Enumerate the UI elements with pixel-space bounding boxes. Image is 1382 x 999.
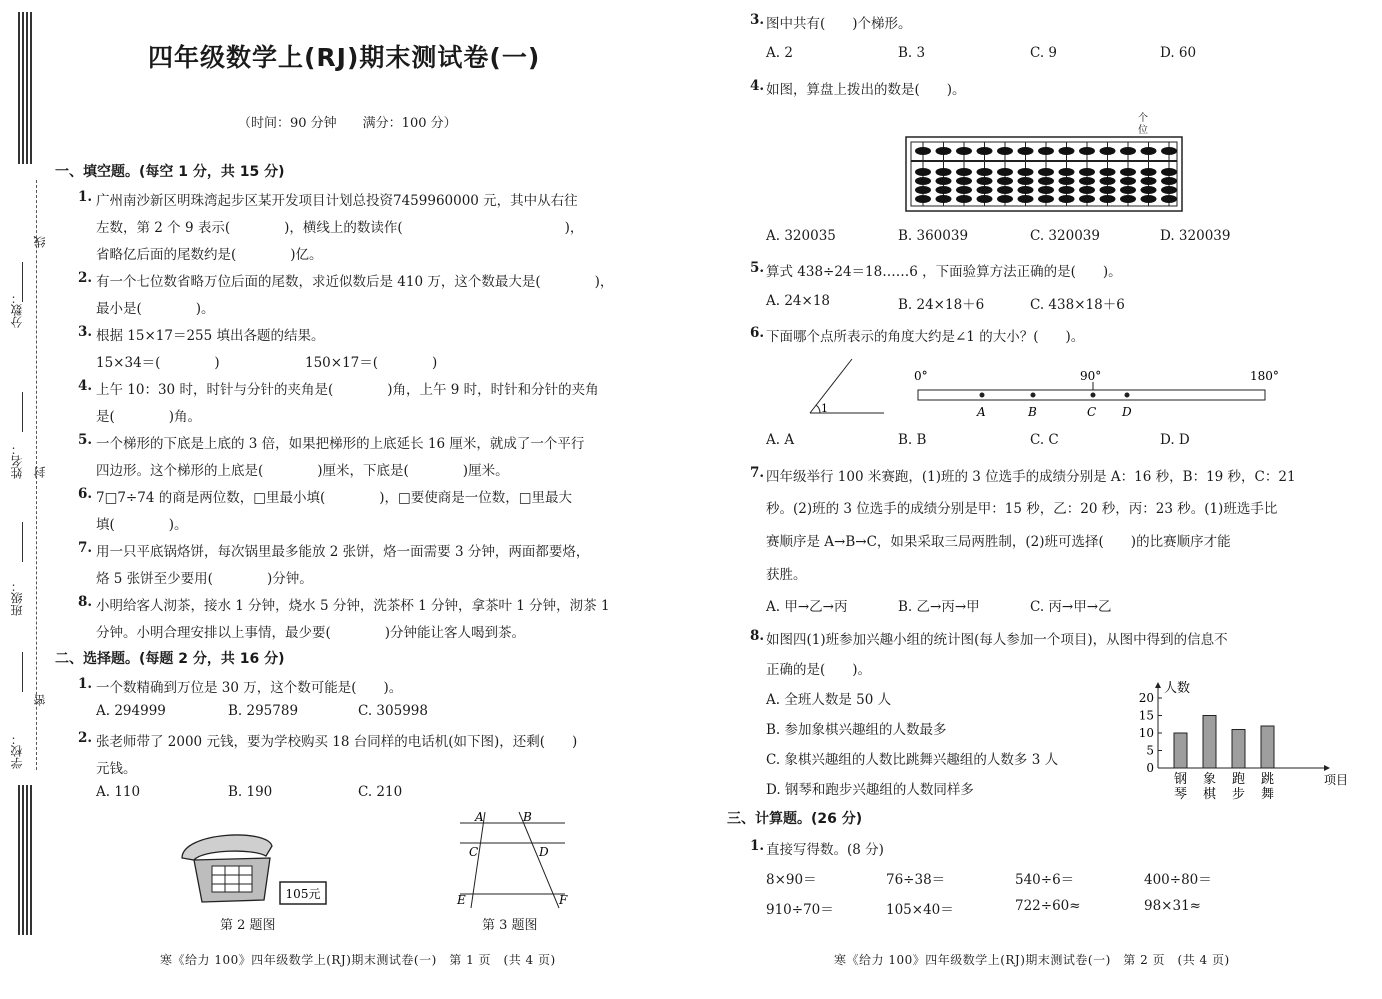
- option-c: C. 象棋兴趣组的人数比跳舞兴趣组的人数多 3 人: [766, 752, 1059, 768]
- option-c: C. C: [1030, 432, 1059, 448]
- abacus-lower-bead: [1161, 177, 1177, 185]
- y-axis-label: 人数: [1164, 681, 1191, 696]
- question-number: 3.: [750, 12, 765, 28]
- question-text: 秒。(2)班的 3 位选手的成绩分别是甲：15 秒，乙：20 秒，丙：23 秒。(1)班选手比: [766, 501, 1278, 517]
- point-a: [980, 393, 985, 398]
- abacus-lower-bead: [936, 168, 952, 176]
- option-b: B. 乙→丙→甲: [898, 599, 980, 615]
- calc-item: 8×90＝: [766, 872, 817, 888]
- abacus-upper-bead: [1079, 147, 1095, 155]
- bar: [1261, 726, 1274, 768]
- question-text: 四边形。这个梯形的上底是( )厘米，下底是( )厘米。: [96, 463, 509, 479]
- question-text: 获胜。: [766, 567, 807, 583]
- blank-item: 15×34＝( ): [96, 355, 220, 371]
- abacus-lower-bead: [936, 195, 952, 203]
- question-text: 7□7÷74 的商是两位数，□里最小填( )，□要使商是一位数，□里最大: [96, 490, 573, 506]
- question-text: 用一只平底锅烙饼，每次锅里最多能放 2 张饼，烙一面需要 3 分钟，两面都要烙，: [96, 544, 590, 560]
- abacus-lower-bead: [977, 186, 993, 194]
- option-a: A. 24×18: [766, 293, 830, 309]
- x-tick-label: 钢: [1173, 772, 1188, 787]
- option-c: C. 丙→甲→乙: [1030, 599, 1112, 615]
- question-text: 直接写得数。(8 分): [766, 842, 884, 858]
- option-b: B. 190: [228, 784, 273, 800]
- name-label: 姓名：: [10, 443, 24, 479]
- option-b: B. 3: [898, 45, 926, 61]
- abacus-upper-bead: [997, 147, 1013, 155]
- x-tick-label: 步: [1231, 787, 1246, 802]
- y-tick-label: 5: [1146, 743, 1154, 758]
- question-number: 1.: [78, 676, 93, 692]
- abacus-lower-bead: [1100, 195, 1116, 203]
- exam-time-score: （时间：90 分钟 满分：100 分）: [238, 116, 457, 131]
- option-b: B. B: [898, 432, 927, 448]
- score-label: 分数：: [10, 292, 24, 328]
- blank-item: 150×17＝( ): [305, 355, 438, 371]
- abacus-lower-bead: [977, 177, 993, 185]
- x-axis-label: 项目: [1324, 773, 1349, 787]
- line-marker: 线: [33, 236, 47, 248]
- question-number: 5.: [750, 260, 765, 276]
- abacus-lower-bead: [1141, 195, 1157, 203]
- abacus-lower-bead: [1018, 195, 1034, 203]
- school-underline: [22, 652, 23, 692]
- point-label: B: [1028, 405, 1037, 419]
- footer-right: 寒《给力 100》四年级数学上(RJ)期末测试卷(一) 第 2 页 (共 4 页): [834, 953, 1230, 967]
- question-text: 烙 5 张饼至少要用( )分钟。: [96, 571, 313, 587]
- question-text: 正确的是( )。: [766, 662, 872, 678]
- name-underline: [22, 392, 23, 432]
- abacus-upper-bead: [1161, 147, 1177, 155]
- x-tick-label: 琴: [1173, 787, 1188, 802]
- abacus-lower-bead: [915, 186, 931, 194]
- point-label: E: [457, 893, 466, 907]
- question-number: 7.: [78, 540, 93, 556]
- question-text: 图中共有( )个梯形。: [766, 16, 912, 32]
- abacus-upper-bead: [1018, 147, 1034, 155]
- y-tick-label: 0: [1146, 761, 1154, 775]
- figure-3-caption: 第 3 题图: [482, 918, 538, 933]
- point-d: [1125, 393, 1130, 398]
- abacus-lower-bead: [997, 195, 1013, 203]
- abacus-lower-bead: [1079, 168, 1095, 176]
- question-text: 张老师带了 2000 元钱，要为学校购买 18 台同样的电话机(如下图)，还剩( ): [96, 734, 578, 750]
- x-tick-label: 跳: [1260, 772, 1275, 787]
- trapezoid-figure: [455, 808, 575, 910]
- abacus-upper-bead: [977, 147, 993, 155]
- question-number: 6.: [750, 325, 765, 341]
- question-number: 1.: [78, 189, 93, 205]
- question-text: 四年级举行 100 米赛跑，(1)班的 3 位选手的成绩分别是 A：16 秒，B：19 秒，C：21: [766, 469, 1296, 485]
- point-label: C: [1087, 405, 1097, 419]
- abacus-lower-bead: [1038, 195, 1054, 203]
- question-text: 上午 10：30 时，时针与分针的夹角是( )角，上午 9 时，时针和分针的夹角: [96, 382, 599, 398]
- abacus-lower-bead: [915, 168, 931, 176]
- question-number: 2.: [78, 270, 93, 286]
- question-text: 算式 438÷24＝18……6 ，下面验算方法正确的是( )。: [766, 264, 1122, 280]
- question-text: 省略亿后面的尾数约是( )亿。: [96, 247, 323, 263]
- bar: [1203, 716, 1216, 769]
- question-text: 如图四(1)班参加兴趣小组的统计图(每人参加一个项目)，从图中得到的信息不: [766, 632, 1228, 648]
- abacus-lower-bead: [1079, 195, 1095, 203]
- calc-item: 910÷70＝: [766, 902, 834, 918]
- option-c: C. 9: [1030, 45, 1058, 61]
- option-d: D. 320039: [1160, 228, 1231, 244]
- option-a: A. A: [766, 432, 795, 448]
- option-a: A. 甲→乙→丙: [766, 599, 848, 615]
- calc-item: 540÷6＝: [1015, 872, 1075, 888]
- phone-keypad: [212, 866, 252, 892]
- question-text: 广州南沙新区明珠湾起步区某开发项目计划总投资7459960000 元，其中从右往: [96, 193, 578, 209]
- option-b: B. 295789: [228, 703, 299, 719]
- y-tick-label: 15: [1138, 708, 1154, 723]
- question-number: 4.: [750, 78, 765, 94]
- abacus-upper-bead: [1059, 147, 1075, 155]
- phone-handset: [182, 835, 272, 860]
- dense-marker: 密: [33, 694, 47, 706]
- abacus-lower-bead: [1141, 168, 1157, 176]
- question-text: 一个数精确到万位是 30 万，这个数可能是( )。: [96, 680, 403, 696]
- y-tick-label: 10: [1138, 726, 1154, 740]
- abacus-upper-bead: [1038, 147, 1054, 155]
- question-text: 最小是( )。: [96, 301, 215, 317]
- abacus-lower-bead: [915, 195, 931, 203]
- angle-figure: [808, 356, 888, 418]
- degree-label: 0°: [914, 369, 928, 383]
- abacus-lower-bead: [1120, 195, 1136, 203]
- abacus-lower-bead: [936, 177, 952, 185]
- binding-barcode-top: [18, 12, 32, 164]
- point-label: F: [559, 893, 568, 907]
- question-number: 8.: [78, 594, 93, 610]
- abacus-lower-bead: [1059, 195, 1075, 203]
- point-label: D: [1122, 405, 1132, 419]
- option-d: D. D: [1160, 432, 1190, 448]
- question-number: 7.: [750, 465, 765, 481]
- ones-place-label-wei: 位: [1138, 125, 1148, 136]
- abacus-lower-bead: [1100, 186, 1116, 194]
- question-text: 如图，算盘上拨出的数是( )。: [766, 82, 966, 98]
- point-label: D: [539, 845, 549, 859]
- option-a: A. 2: [766, 45, 793, 61]
- option-c: C. 210: [358, 784, 403, 800]
- figure-2-caption: 第 2 题图: [220, 918, 276, 933]
- abacus-figure: [905, 136, 1183, 212]
- question-number: 5.: [78, 432, 93, 448]
- question-number: 6.: [78, 486, 93, 502]
- point-label: A: [977, 405, 986, 419]
- price-tag: 105元: [285, 887, 321, 901]
- question-text: 根据 15×17＝255 填出各题的结果。: [96, 328, 325, 344]
- abacus-upper-bead: [956, 147, 972, 155]
- telephone-figure: [172, 828, 337, 914]
- abacus-lower-bead: [956, 168, 972, 176]
- question-number: 4.: [78, 378, 93, 394]
- abacus-upper-bead: [915, 147, 931, 155]
- abacus-lower-bead: [997, 177, 1013, 185]
- question-text: 填( )。: [96, 517, 188, 533]
- point-label: C: [469, 845, 479, 859]
- calc-item: 98×31≈: [1144, 898, 1201, 914]
- option-a: A. 320035: [766, 228, 836, 244]
- abacus-lower-bead: [956, 177, 972, 185]
- abacus-lower-bead: [1161, 186, 1177, 194]
- point-b: [1031, 393, 1036, 398]
- abacus-lower-bead: [977, 168, 993, 176]
- point-c: [1091, 393, 1096, 398]
- option-b: B. 参加象棋兴趣组的人数最多: [766, 722, 947, 738]
- degree-label: 90°: [1080, 369, 1102, 383]
- page-title: 四年级数学上(RJ)期末测试卷(一): [148, 43, 541, 72]
- abacus-upper-bead: [1120, 147, 1136, 155]
- option-b: B. 24×18＋6: [898, 297, 985, 313]
- calc-item: 76÷38＝: [886, 872, 946, 888]
- class-underline: [22, 522, 23, 562]
- question-text: 赛顺序是 A→B→C，如果采取三局两胜制，(2)班可选择( )的比赛顺序才能: [766, 534, 1231, 550]
- abacus-lower-bead: [1018, 177, 1034, 185]
- option-d: D. 钢琴和跑步兴趣组的人数同样多: [766, 782, 974, 798]
- abacus-lower-bead: [1038, 168, 1054, 176]
- protractor-scale: [912, 366, 1282, 422]
- point-label: A: [475, 810, 484, 824]
- calc-item: 722÷60≈: [1015, 898, 1081, 914]
- abacus-lower-bead: [1059, 168, 1075, 176]
- abacus-lower-bead: [997, 186, 1013, 194]
- footer-left: 寒《给力 100》四年级数学上(RJ)期末测试卷(一) 第 1 页 (共 4 页): [160, 953, 556, 967]
- question-text: 一个梯形的下底是上底的 3 倍，如果把梯形的上底延长 16 厘米，就成了一个平行: [96, 436, 585, 452]
- abacus-lower-bead: [956, 195, 972, 203]
- abacus-lower-bead: [1100, 177, 1116, 185]
- class-label: 班级：: [10, 580, 24, 616]
- question-text: 是( )角。: [96, 409, 202, 425]
- point-label: B: [523, 810, 532, 824]
- x-axis-arrow: [1324, 765, 1330, 771]
- question-number: 1.: [750, 838, 765, 854]
- abacus-lower-bead: [1038, 186, 1054, 194]
- abacus-lower-bead: [1161, 168, 1177, 176]
- ones-place-label-ge: 个: [1138, 113, 1148, 124]
- x-tick-label: 棋: [1202, 787, 1217, 802]
- option-a: A. 全班人数是 50 人: [766, 692, 892, 708]
- option-d: D. 60: [1160, 45, 1197, 61]
- option-b: B. 360039: [898, 228, 969, 244]
- abacus-lower-bead: [1079, 186, 1095, 194]
- seal-marker: 封: [33, 466, 47, 478]
- y-axis-arrow: [1155, 682, 1161, 688]
- section-fill-blank-heading: 一、填空题。(每空 1 分，共 15 分): [55, 164, 285, 180]
- calc-item: 400÷80＝: [1144, 872, 1212, 888]
- section-choice-heading: 二、选择题。(每题 2 分，共 16 分): [55, 651, 285, 667]
- abacus-lower-bead: [936, 186, 952, 194]
- abacus-lower-bead: [1141, 186, 1157, 194]
- abacus-upper-bead: [1100, 147, 1116, 155]
- angle-label: 1: [821, 402, 828, 415]
- question-text: 下面哪个点所表示的角度大约是∠1 的大小？( )。: [766, 329, 1085, 345]
- abacus-lower-bead: [956, 186, 972, 194]
- abacus-lower-bead: [1059, 186, 1075, 194]
- question-number: 3.: [78, 324, 93, 340]
- question-text: 有一个七位数省略万位后面的尾数，求近似数后是 410 万，这个数最大是( )，: [96, 274, 614, 290]
- abacus-lower-bead: [915, 177, 931, 185]
- abacus-lower-bead: [1018, 186, 1034, 194]
- question-text: 元钱。: [96, 761, 137, 777]
- abacus-lower-bead: [977, 195, 993, 203]
- section-calculation-heading: 三、计算题。(26 分): [727, 811, 863, 827]
- option-a: A. 294999: [96, 703, 166, 719]
- option-a: A. 110: [96, 784, 141, 800]
- question-text: 分钟。小明合理安排以上事情，最少要( )分钟能让客人喝到茶。: [96, 625, 526, 641]
- y-tick-label: 20: [1138, 691, 1154, 705]
- abacus-lower-bead: [997, 168, 1013, 176]
- question-text: 左数，第 2 个 9 表示( )，横线上的数读作( )，: [96, 220, 584, 236]
- abacus-lower-bead: [1079, 177, 1095, 185]
- abacus-lower-bead: [1120, 186, 1136, 194]
- option-c: C. 305998: [358, 703, 428, 719]
- abacus-lower-bead: [1059, 177, 1075, 185]
- abacus-lower-bead: [1038, 177, 1054, 185]
- abacus-upper-bead: [1141, 147, 1157, 155]
- abacus-lower-bead: [1161, 195, 1177, 203]
- degree-label: 180°: [1250, 369, 1279, 383]
- binding-barcode-bottom: [18, 785, 32, 935]
- option-c: C. 320039: [1030, 228, 1100, 244]
- abacus-lower-bead: [1100, 168, 1116, 176]
- abacus-lower-bead: [1120, 168, 1136, 176]
- x-tick-label: 象: [1202, 772, 1217, 787]
- x-tick-label: 跑: [1231, 772, 1246, 787]
- question-number: 2.: [78, 730, 93, 746]
- calc-item: 105×40＝: [886, 902, 954, 918]
- question-text: 小明给客人沏茶，接水 1 分钟，烧水 5 分钟，洗茶杯 1 分钟，拿茶叶 1 分钟，沏茶 1: [96, 598, 610, 614]
- bar: [1174, 733, 1187, 768]
- school-label: 学校：: [10, 733, 24, 769]
- question-number: 8.: [750, 628, 765, 644]
- abacus-lower-bead: [1018, 168, 1034, 176]
- abacus-lower-bead: [1141, 177, 1157, 185]
- abacus-upper-bead: [936, 147, 952, 155]
- bar: [1232, 730, 1245, 769]
- interest-group-bar-chart: [1128, 681, 1349, 802]
- abacus-lower-bead: [1120, 177, 1136, 185]
- x-tick-label: 舞: [1260, 787, 1275, 802]
- option-c: C. 438×18＋6: [1030, 297, 1125, 313]
